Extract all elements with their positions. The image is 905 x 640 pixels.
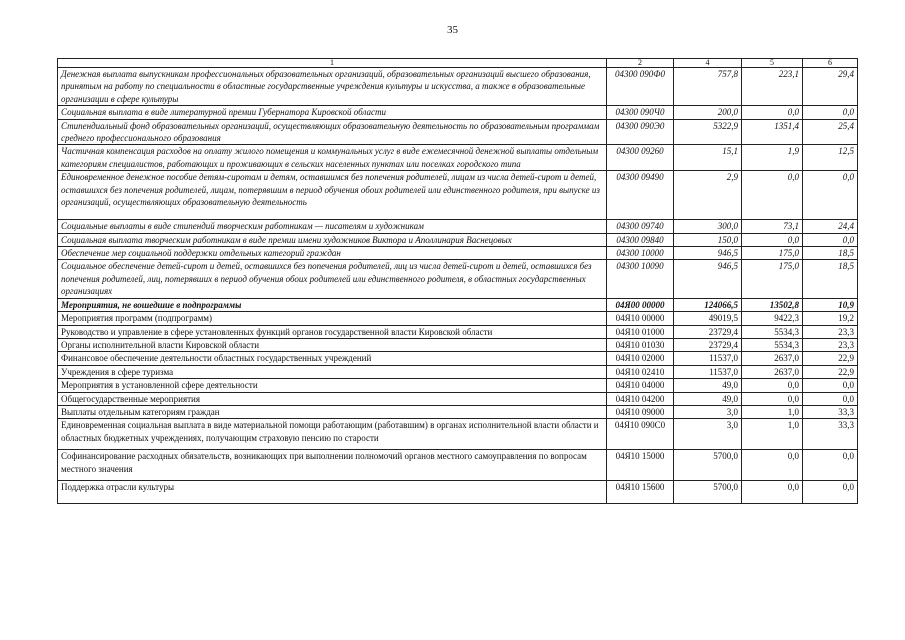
page-number: 35 — [447, 24, 458, 36]
row-percent-cell: 18,5 — [803, 247, 858, 260]
column-header: 2 — [607, 59, 674, 68]
table-row — [58, 481, 858, 504]
row-percent-cell: 19,2 — [803, 312, 858, 325]
row-code-cell: 04300 10000 — [607, 247, 674, 260]
row-name-cell: Обеспечение мер социальной поддержки отдельных категорий граждан — [58, 247, 607, 260]
row-plan-cell: 300,0 — [674, 220, 742, 233]
row-code-cell: 04300 090Ч0 — [607, 106, 674, 119]
row-code-cell: 04300 09490 — [607, 171, 674, 220]
row-name-cell: Поддержка отрасли культуры — [58, 481, 607, 504]
row-percent-cell: 22,9 — [803, 365, 858, 378]
row-name-cell: Социальное обеспечение детей-сирот и детей, оставшихся без попечения родителей, лиц из числа детей-сирот и детей, оставшихся без попечения родителей, лиц, потерявших в период обучения обоих родителей или единственного родителя, в областных государственных организациях — [58, 260, 607, 298]
row-actual-cell: 0,0 — [742, 481, 803, 504]
row-actual-cell: 175,0 — [742, 260, 803, 298]
row-code-cell: 04Я10 02410 — [607, 365, 674, 378]
table-row — [58, 450, 858, 481]
row-actual-cell: 1351,4 — [742, 119, 803, 145]
row-actual-cell: 2637,0 — [742, 352, 803, 365]
row-percent-cell: 0,0 — [803, 106, 858, 119]
table-row — [58, 325, 858, 338]
row-code-cell: 04Я10 01000 — [607, 325, 674, 338]
row-percent-cell: 22,9 — [803, 352, 858, 365]
row-plan-cell: 946,5 — [674, 247, 742, 260]
row-code-cell: 04Я10 15000 — [607, 450, 674, 481]
row-plan-cell: 946,5 — [674, 260, 742, 298]
row-name-cell: Единовременная социальная выплата в виде материальной помощи работающим (работавшим) в органах исполнительной власти области и областных бюджетных учреждениях, получающим страховую пенсию по старости — [58, 419, 607, 450]
row-actual-cell: 73,1 — [742, 220, 803, 233]
row-percent-cell: 0,0 — [803, 450, 858, 481]
row-actual-cell: 0,0 — [742, 379, 803, 392]
row-actual-cell: 175,0 — [742, 247, 803, 260]
row-code-cell: 04Я10 09000 — [607, 405, 674, 418]
row-percent-cell: 0,0 — [803, 481, 858, 504]
row-actual-cell: 1,0 — [742, 405, 803, 418]
row-name-cell: Социальные выплаты в виде стипендий творческим работникам — писателям и художникам — [58, 220, 607, 233]
table-row — [58, 312, 858, 325]
row-plan-cell: 23729,4 — [674, 338, 742, 351]
row-actual-cell: 13502,8 — [742, 298, 803, 311]
row-plan-cell: 11537,0 — [674, 365, 742, 378]
row-name-cell: Единовременное денежное пособие детям-сиротам и детям, оставшимся без попечения родителей, лицам из числа детей-сирот и детей, оставшихся без попечения родителей, лицам, потерявшим в период обучения обоих родителей или единственного родителя, при выпуске из организаций, осуществляющих образовательную деятельность — [58, 171, 607, 220]
row-percent-cell: 23,3 — [803, 338, 858, 351]
row-percent-cell: 23,3 — [803, 325, 858, 338]
table-row — [58, 338, 858, 351]
row-name-cell: Частичная компенсация расходов на оплату жилого помещения и коммунальных услуг в виде ежемесячной денежной выплаты отдельным категориям специалистов, работающих и проживающих в сельских населенных пунктах или поселках городского типа — [58, 145, 607, 171]
row-name-cell: Стипендиальный фонд образовательных организаций, осуществляющих образовательную деятельность по образовательным программам среднего профессионального образования — [58, 119, 607, 145]
row-actual-cell: 223,1 — [742, 68, 803, 106]
row-plan-cell: 150,0 — [674, 233, 742, 246]
row-actual-cell: 0,0 — [742, 171, 803, 220]
row-name-cell: Руководство и управление в сфере установленных функций органов государственной власти Кировской области — [58, 325, 607, 338]
table-row — [58, 405, 858, 418]
row-percent-cell: 12,5 — [803, 145, 858, 171]
row-code-cell: 04Я10 01030 — [607, 338, 674, 351]
row-name-cell: Выплаты отдельным категориям граждан — [58, 405, 607, 418]
table-row — [58, 220, 858, 233]
row-percent-cell: 24,4 — [803, 220, 858, 233]
row-actual-cell: 0,0 — [742, 233, 803, 246]
row-plan-cell: 15,1 — [674, 145, 742, 171]
row-code-cell: 04300 09260 — [607, 145, 674, 171]
table-body — [58, 68, 858, 504]
table-row — [58, 145, 858, 171]
row-percent-cell: 10,9 — [803, 298, 858, 311]
column-header: 1 — [58, 59, 607, 68]
column-header: 5 — [742, 59, 803, 68]
row-plan-cell: 3,0 — [674, 405, 742, 418]
table-row — [58, 260, 858, 298]
table-row — [58, 365, 858, 378]
row-plan-cell: 757,8 — [674, 68, 742, 106]
row-actual-cell: 5534,3 — [742, 325, 803, 338]
row-percent-cell: 25,4 — [803, 119, 858, 145]
row-code-cell: 04300 09740 — [607, 220, 674, 233]
table-row — [58, 392, 858, 405]
row-name-cell: Мероприятия в установленной сфере деятельности — [58, 379, 607, 392]
column-header: 4 — [674, 59, 742, 68]
row-percent-cell: 33,3 — [803, 419, 858, 450]
row-code-cell: 04300 10090 — [607, 260, 674, 298]
row-plan-cell: 200,0 — [674, 106, 742, 119]
table-row — [58, 119, 858, 145]
column-number-row — [58, 59, 858, 68]
row-actual-cell: 9422,3 — [742, 312, 803, 325]
row-actual-cell: 0,0 — [742, 392, 803, 405]
table-row — [58, 379, 858, 392]
row-name-cell: Мероприятия программ (подпрограмм) — [58, 312, 607, 325]
row-code-cell: 04Я10 090С0 — [607, 419, 674, 450]
row-percent-cell: 0,0 — [803, 392, 858, 405]
row-actual-cell: 2637,0 — [742, 365, 803, 378]
row-plan-cell: 23729,4 — [674, 325, 742, 338]
row-code-cell: 04Я10 02000 — [607, 352, 674, 365]
row-plan-cell: 5700,0 — [674, 450, 742, 481]
row-code-cell: 04Я00 00000 — [607, 298, 674, 311]
row-name-cell: Социальная выплата творческим работникам в виде премии имени художников Виктора и Аполлинария Васнецовых — [58, 233, 607, 246]
row-code-cell: 04Я10 04200 — [607, 392, 674, 405]
row-name-cell: Мероприятия, не вошедшие в подпрограммы — [58, 298, 607, 311]
budget-table — [57, 58, 858, 504]
row-plan-cell: 124066,5 — [674, 298, 742, 311]
table-row — [58, 171, 858, 220]
row-actual-cell: 0,0 — [742, 106, 803, 119]
row-plan-cell: 49019,5 — [674, 312, 742, 325]
row-name-cell: Учреждения в сфере туризма — [58, 365, 607, 378]
row-code-cell: 04Я10 15600 — [607, 481, 674, 504]
row-percent-cell: 0,0 — [803, 379, 858, 392]
row-percent-cell: 0,0 — [803, 233, 858, 246]
row-plan-cell: 3,0 — [674, 419, 742, 450]
row-name-cell: Финансовое обеспечение деятельности областных государственных учреждений — [58, 352, 607, 365]
row-name-cell: Софинансирование расходных обязательств, возникающих при выполнении полномочий органов местного самоуправления по вопросам местного значения — [58, 450, 607, 481]
table-row — [58, 352, 858, 365]
row-name-cell: Социальная выплата в виде литературной премии Губернатора Кировской области — [58, 106, 607, 119]
row-actual-cell: 1,0 — [742, 419, 803, 450]
row-actual-cell: 1,9 — [742, 145, 803, 171]
row-code-cell: 04300 090Ф0 — [607, 68, 674, 106]
row-percent-cell: 29,4 — [803, 68, 858, 106]
row-code-cell: 04Я10 04000 — [607, 379, 674, 392]
table-row — [58, 419, 858, 450]
row-actual-cell: 5534,3 — [742, 338, 803, 351]
row-code-cell: 04300 09840 — [607, 233, 674, 246]
row-percent-cell: 0,0 — [803, 171, 858, 220]
table-row — [58, 298, 858, 311]
row-plan-cell: 11537,0 — [674, 352, 742, 365]
column-header: 6 — [803, 59, 858, 68]
row-name-cell: Общегосударственные мероприятия — [58, 392, 607, 405]
row-plan-cell: 49,0 — [674, 392, 742, 405]
table-row — [58, 68, 858, 106]
row-code-cell: 04300 090Э0 — [607, 119, 674, 145]
row-plan-cell: 5700,0 — [674, 481, 742, 504]
table-row — [58, 106, 858, 119]
row-code-cell: 04Я10 00000 — [607, 312, 674, 325]
row-percent-cell: 33,3 — [803, 405, 858, 418]
row-actual-cell: 0,0 — [742, 450, 803, 481]
row-plan-cell: 49,0 — [674, 379, 742, 392]
row-name-cell: Денежная выплата выпускникам профессиональных образовательных организаций, образовательных организаций высшего образования, принятым на работу по специальности в областные государственные учреждения культуры и искусства, а также в образовательные организации в сфере культуры — [58, 68, 607, 106]
row-name-cell: Органы исполнительной власти Кировской области — [58, 338, 607, 351]
row-plan-cell: 2,9 — [674, 171, 742, 220]
table-row — [58, 247, 858, 260]
row-percent-cell: 18,5 — [803, 260, 858, 298]
row-plan-cell: 5322,9 — [674, 119, 742, 145]
table-row — [58, 233, 858, 246]
